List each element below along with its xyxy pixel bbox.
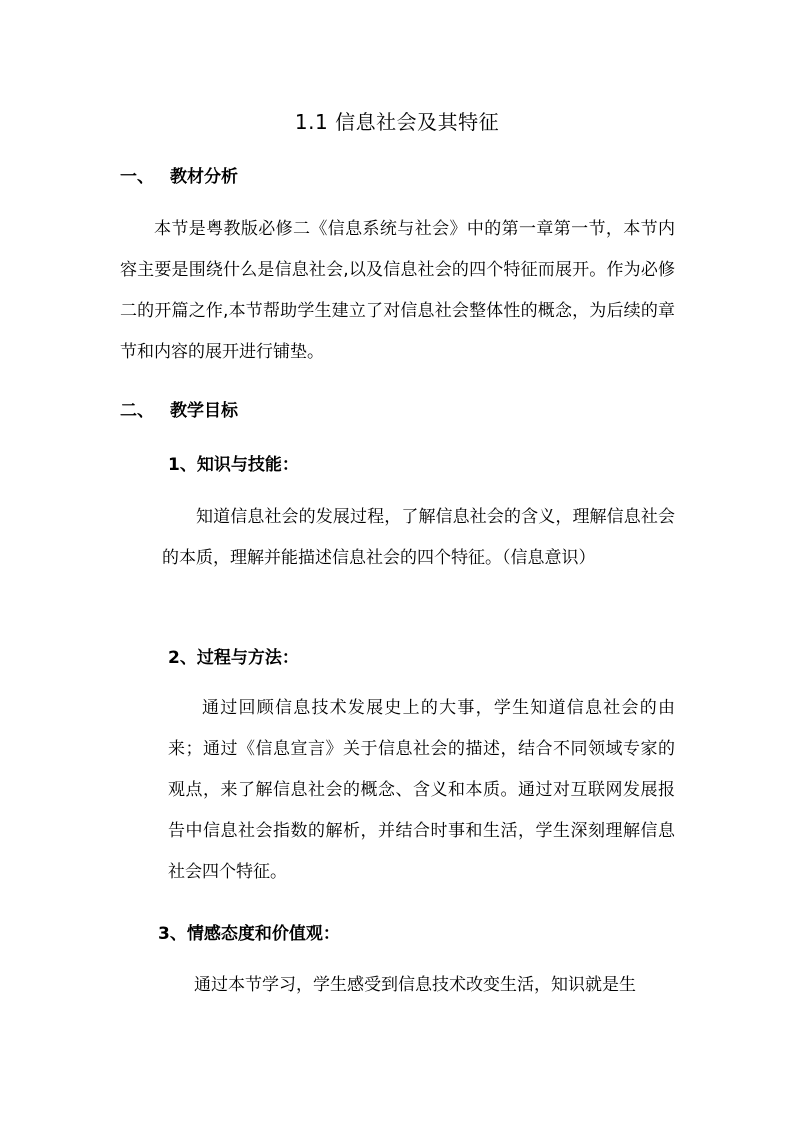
section-heading-analysis	[120, 162, 238, 187]
section-heading-objectives	[120, 396, 238, 421]
page-title: 1.1 信息社会及其特征	[294, 110, 500, 134]
process-paragraph: 通过回顾信息技术发展史上的大事，学生知道信息社会的由来；通过《信息宣言》关于信息社会的描述，结合不同领域专家的观点，来了解信息社会的概念、含义和本质。通过对互联网发展报告中信息社会指数的解析，并结合时事和生活，学生深刻理解信息社会四个特征。	[168, 698, 675, 882]
section-number: 二、	[120, 401, 154, 421]
section-heading-text: 教学目标	[170, 401, 238, 421]
subsection-heading-values: 3、情感态度和价值观：	[158, 924, 340, 944]
knowledge-paragraph: 知道信息社会的发展过程，了解信息社会的含义，理解信息社会的本质，理解并能描述信息社会的四个特征。（信息意识）	[162, 507, 675, 568]
subsection-heading-process: 2、过程与方法：	[168, 648, 299, 668]
analysis-paragraph: 本节是粤教版必修二《信息系统与社会》中的第一章第一节，本节内容主要是围绕什么是信息社会,以及信息社会的四个特征而展开。作为必修二的开篇之作,本节帮助学生建立了对信息社会整体性的概念，为后续的章节和内容的展开进行铺垫。	[120, 219, 675, 362]
section-number: 一、	[120, 167, 154, 187]
section-heading-text: 教材分析	[170, 167, 238, 187]
subsection-heading-knowledge: 1、知识与技能：	[168, 455, 299, 475]
values-paragraph: 通过本节学习，学生感受到信息技术改变生活，知识就是生	[194, 975, 636, 995]
